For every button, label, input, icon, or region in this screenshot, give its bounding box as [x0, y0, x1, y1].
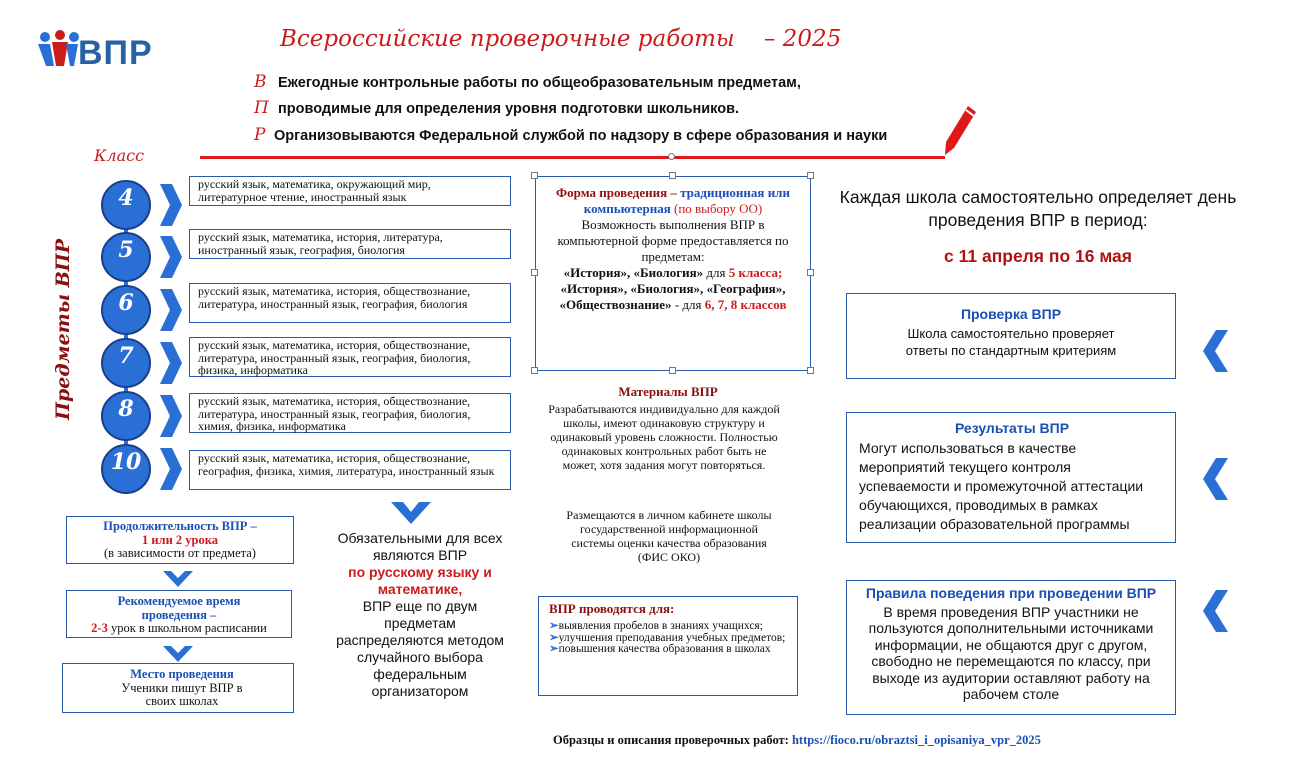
rules-text: В время проведения ВПР участники не пользуются дополнительными источниками информации, не общаются друг с другом, свободно не перемещаются по классу, при выходе из аудитории оставляют работу на рабочем столе — [868, 603, 1154, 702]
chevron-right-icon — [158, 234, 184, 280]
forma-choice: (по выбору ОО) — [670, 201, 763, 216]
pencil-icon — [942, 104, 978, 158]
chevron-right-icon — [158, 182, 184, 228]
forma-body: Возможность выполнения ВПР в компьютерной форме предоставляется по предметам: — [557, 217, 789, 264]
duration-value: 1 или 2 урока — [141, 532, 218, 547]
materials-placed: Размещаются в личном кабинете школы государственной информационной системы оценки качества образования (ФИС ОКО) — [566, 508, 772, 564]
acronym-letter: В — [254, 72, 267, 92]
forma-type: традиционная или компьютерная — [583, 185, 790, 216]
grade-subjects-8: русский язык, математика, история, обществознание, литература, иностранный язык, география, биология, химия, физика, информатика — [189, 393, 511, 433]
period-dates: с 11 апреля по 16 мая — [944, 246, 1132, 266]
acronym-text: проводимые для определения уровня подготовки школьников. — [278, 101, 740, 117]
chevron-left-icon — [1200, 588, 1230, 634]
grade-subjects-4: русский язык, математика, окружающий мир, литературное чтение, иностранный язык — [189, 176, 511, 206]
chevron-right-icon — [158, 446, 184, 492]
grade-subjects-6: русский язык, математика, история, обществознание, литература, иностранный язык, география, биология — [189, 283, 511, 323]
chevron-down-icon — [162, 645, 194, 663]
rules-box — [846, 580, 1176, 715]
chevron-down-icon — [389, 500, 433, 526]
forma-grade-5: 5 класса; — [728, 265, 783, 280]
materials-text: Разрабатываются индивидуально для каждой школы, имеют одинаковую структуру и одинаковый уровень сложности. Полностью одинаковых контрольных работ быть не может, хотя задания могут повторяться. — [548, 402, 780, 472]
resize-handle[interactable] — [669, 172, 676, 179]
resize-handle[interactable] — [807, 172, 814, 179]
chevron-right-icon — [158, 340, 184, 386]
list-item: ➢выявления пробелов в знаниях учащихся; — [549, 620, 763, 632]
results-title: Результаты ВПР — [954, 420, 1070, 436]
page-title: Всероссийские проверочные работы – 2025 — [280, 26, 842, 52]
resize-handle[interactable] — [807, 367, 814, 374]
recommended-time-box — [66, 590, 292, 638]
acronym-line-p — [254, 98, 739, 118]
mandatory-text-2: ВПР еще по двум предметам распределяются методом случайного выбора федеральным организатором — [336, 598, 504, 699]
recommended-time-rest: урок в школьном расписании — [107, 621, 267, 635]
arrow-right-icon: ➢ — [549, 643, 559, 655]
list-item: ➢улучшения преподавания учебных предметов; — [549, 631, 786, 644]
footer-samples — [553, 733, 1041, 748]
subjects-vertical-label: Предметы ВПР — [52, 238, 74, 420]
each-school-text: Каждая школа самостоятельно определяет день проведения ВПР в период: — [839, 187, 1237, 230]
acronym-text: Организовываются Федеральной службой по надзору в сфере образования и науки — [274, 128, 888, 144]
acronym-letter: П — [254, 98, 269, 118]
check-text: Школа самостоятельно проверяет ответы по стандартным критериям — [905, 326, 1117, 358]
results-text: Могут использоваться в качестве мероприятий текущего контроля успеваемости и промежуточной аттестации обучающихся, проводимых в рамках реализации образовательной программы — [859, 440, 1144, 532]
materials-title: Материалы ВПР — [618, 384, 718, 399]
grade-circle-6: 6 — [101, 285, 151, 335]
arrow-right-icon: ➢ — [549, 620, 559, 632]
forma-dash: - для — [671, 297, 705, 312]
grade-circle-10: 10 — [101, 444, 151, 494]
mandatory-text-1: Обязательными для всех являются ВПР — [337, 530, 503, 563]
grade-subjects-5: русский язык, математика, история, литература, иностранный язык, география, биология — [189, 229, 511, 259]
duration-box — [66, 516, 294, 564]
place-box — [62, 663, 294, 713]
place-text: Ученики пишут ВПР в своих школах — [121, 680, 243, 708]
chevron-left-icon — [1200, 456, 1230, 502]
class-label: Класс — [94, 146, 145, 165]
forma-for: для — [703, 265, 729, 280]
mandatory-red: по русскому языку и математике, — [348, 564, 492, 597]
acronym-letter: Р — [254, 125, 266, 145]
resize-handle[interactable] — [531, 172, 538, 179]
arrow-right-icon: ➢ — [549, 631, 559, 644]
chevron-right-icon — [158, 393, 184, 439]
forma-subjects-5: «История», «Биология» — [563, 265, 704, 280]
recommended-time-value: 2-3 — [91, 621, 108, 635]
forma-title: Форма проведения – — [556, 185, 677, 200]
check-box — [846, 293, 1176, 379]
vpr-purpose-title: ВПР проводятся для: — [549, 601, 675, 616]
resize-handle[interactable] — [531, 367, 538, 374]
grade-subjects-7: русский язык, математика, история, обществознание, литература, иностранный язык, география, биология, физика, информатика — [189, 337, 511, 377]
forma-subjects-678: «История», «Биология», «География», «Обществознание» — [559, 281, 786, 312]
mandatory-subjects — [330, 530, 510, 700]
acronym-text: Ежегодные контрольные работы по общеобразовательным предметам, — [278, 75, 801, 91]
connector-dot — [668, 153, 675, 160]
footer-label: Образцы и описания проверочных работ: — [553, 733, 792, 747]
grade-circle-5: 5 — [101, 232, 151, 282]
grade-circle-8: 8 — [101, 391, 151, 441]
grade-circle-7: 7 — [101, 338, 151, 388]
chevron-left-icon — [1200, 328, 1230, 374]
grade-subjects-10: русский язык, математика, история, обществознание, география, физика, химия, литература, иностранный язык — [189, 450, 511, 490]
chevron-down-icon — [162, 570, 194, 588]
chevron-right-icon — [158, 287, 184, 333]
acronym-line-v — [254, 72, 801, 92]
resize-handle[interactable] — [669, 367, 676, 374]
duration-note: (в зависимости от предмета) — [104, 546, 256, 560]
recommended-time-title: Рекомендуемое время проведения – — [117, 594, 241, 622]
results-box — [846, 412, 1176, 543]
list-item: ➢повышения качества образования в школах — [549, 643, 771, 655]
check-title: Проверка ВПР — [960, 306, 1062, 322]
header-divider — [200, 156, 945, 159]
forma-grades-678: 6, 7, 8 классов — [704, 297, 787, 312]
logo-text: ВПР — [78, 34, 153, 72]
rules-title: Правила поведения при проведении ВПР — [865, 585, 1157, 601]
samples-link[interactable]: https://fioco.ru/obraztsi_i_opisaniya_vpr_2025 — [791, 733, 1041, 747]
duration-title: Продолжительность ВПР – — [103, 519, 257, 533]
resize-handle[interactable] — [807, 269, 814, 276]
acronym-line-r — [254, 125, 887, 145]
grade-circle-4: 4 — [101, 180, 151, 230]
form-of-conduct-box — [535, 176, 811, 371]
place-title: Место проведения — [130, 667, 234, 681]
resize-handle[interactable] — [531, 269, 538, 276]
vpr-purpose-box — [538, 596, 798, 696]
